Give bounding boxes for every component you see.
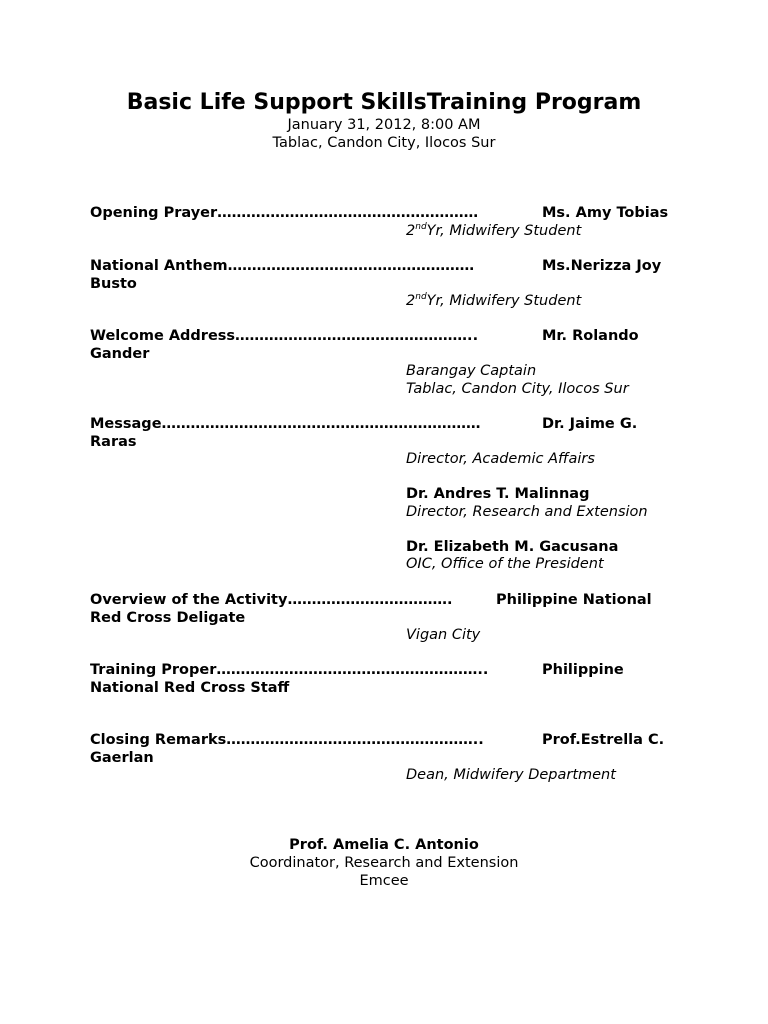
program-item-speaker-cont: Gander: [90, 346, 150, 362]
program-item-speaker-cont: Busto: [90, 276, 137, 292]
program-item-label: Overview of the Activity…………………………….: [90, 592, 453, 608]
program-item-label: Welcome Address…………………………………………..: [90, 328, 479, 344]
program-item-speaker: Ms.Nerizza Joy: [542, 258, 662, 274]
speaker-role: Barangay Captain: [406, 363, 537, 379]
program-item-label: National Anthem……………………………………………: [90, 258, 475, 274]
program-item-speaker: Dr. Jaime G.: [542, 416, 638, 432]
program-item-speaker: Philippine National: [496, 592, 652, 608]
program-item-speaker: Mr. Rolando: [542, 328, 639, 344]
speaker-role: Director, Academic Affairs: [406, 451, 595, 467]
program-item-speaker-cont: Gaerlan: [90, 750, 154, 766]
program-item-speaker-cont: National Red Cross Staff: [90, 680, 290, 696]
program-item-speaker: Ms. Amy Tobias: [542, 205, 669, 221]
emcee-role: Emcee: [359, 873, 409, 889]
page-title: Basic Life Support SkillsTraining Program: [126, 90, 642, 115]
emcee-position: Coordinator, Research and Extension: [249, 855, 519, 871]
extra-speaker-role: Director, Research and Extension: [406, 504, 648, 520]
speaker-role: Dean, Midwifery Department: [406, 767, 616, 783]
speaker-role-line2: Tablac, Candon City, Ilocos Sur: [406, 381, 629, 397]
program-item-speaker: Prof.Estrella C.: [542, 732, 665, 748]
program-item-label: Message…………………………………………………………: [90, 416, 481, 432]
program-item-label: Training Proper………………………………………………..: [90, 662, 489, 678]
event-venue: Tablac, Candon City, Ilocos Sur: [272, 135, 496, 151]
program-item-label: Closing Remarks……………………………………………..: [90, 732, 484, 748]
speaker-role: 2ndYr, Midwifery Student: [406, 292, 582, 309]
event-date: January 31, 2012, 8:00 AM: [287, 117, 481, 133]
speaker-role: 2ndYr, Midwifery Student: [406, 222, 582, 239]
speaker-role: Vigan City: [406, 627, 481, 643]
extra-speaker-name: Dr. Andres T. Malinnag: [406, 486, 590, 502]
program-item-speaker-cont: Red Cross Deligate: [90, 610, 246, 626]
program-item-label: Opening Prayer………………………………………………: [90, 205, 479, 221]
program-item-speaker-cont: Raras: [90, 434, 137, 450]
program-item-speaker: Philippine: [542, 662, 624, 678]
extra-speaker-name: Dr. Elizabeth M. Gacusana: [406, 539, 619, 555]
emcee-name: Prof. Amelia C. Antonio: [289, 837, 479, 853]
extra-speaker-role: OIC, Office of the President: [406, 556, 604, 572]
